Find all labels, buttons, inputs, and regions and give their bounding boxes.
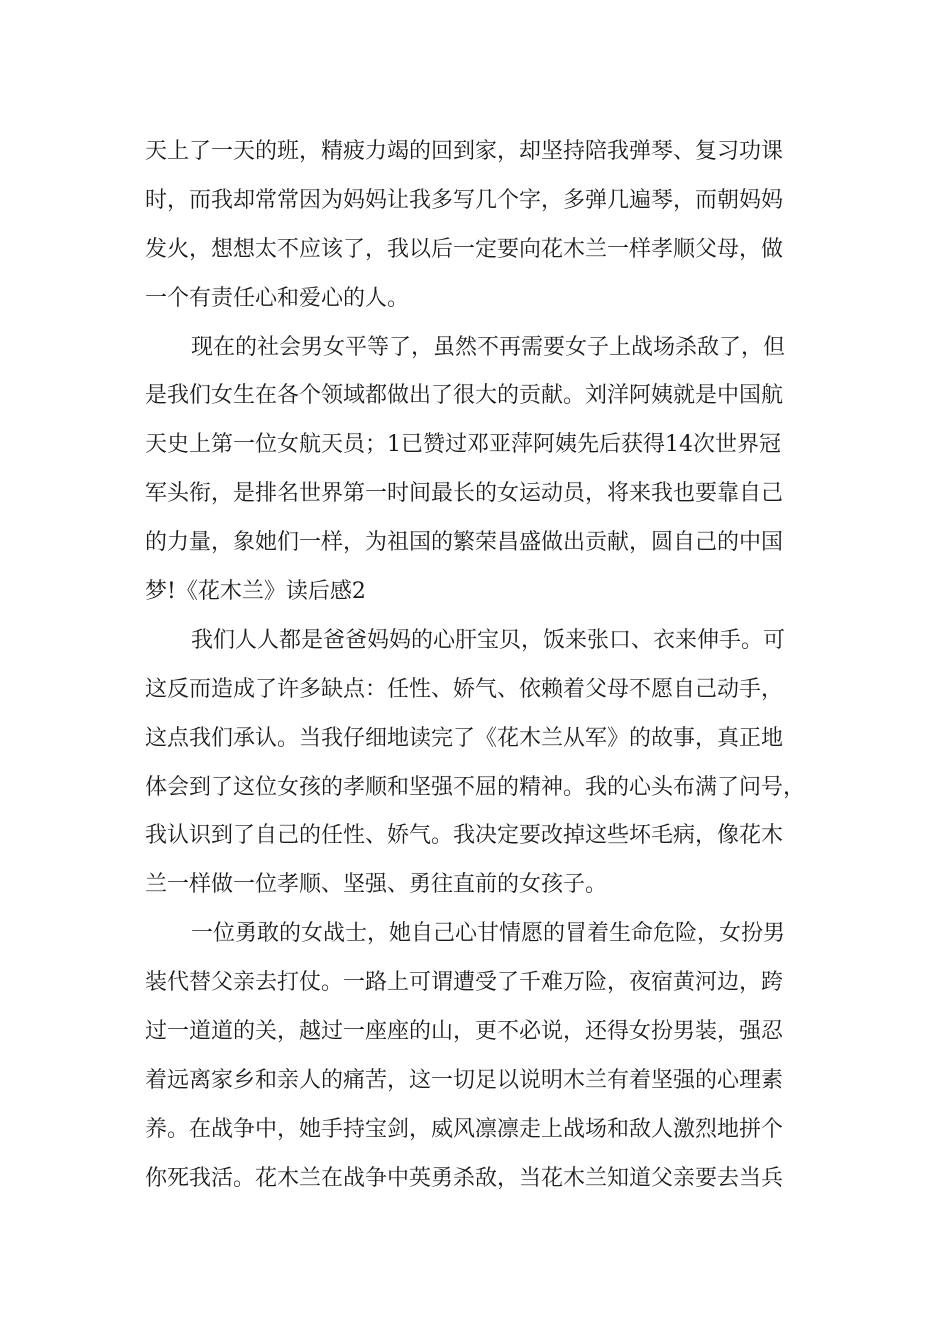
text-line: 养。在战争中，她手持宝剑，威风凛凛走上战场和敌人激烈地拼个: [145, 1116, 784, 1142]
text-line: 我认识到了自己的任性、娇气。我决定要改掉这些坏毛病，像花木: [145, 823, 784, 849]
text-line: 过一道道的关，越过一座座的山，更不必说，还得女扮男装，强忍: [145, 1019, 784, 1045]
text-line: 这点我们承认。当我仔细地读完了《花木兰从军》的故事，真正地: [145, 725, 784, 751]
text-line: 现在的社会男女平等了，虽然不再需要女子上战场杀敌了，但: [191, 334, 786, 360]
text-line: 的力量，象她们一样，为祖国的繁荣昌盛做出贡献，圆自己的中国: [145, 530, 784, 556]
text-line: 这反而造成了许多缺点：任性、娇气、依赖着父母不愿自己动手，: [145, 676, 784, 702]
text-line: 一位勇敢的女战士，她自己心甘情愿的冒着生命危险，女扮男: [191, 921, 786, 947]
text-line: 军头衔，是排名世界第一时间最长的女运动员，将来我也要靠自己: [145, 481, 784, 507]
text-line: 梦!《花木兰》读后感2: [145, 579, 366, 605]
text-line: 你死我活。花木兰在战争中英勇杀敌，当花木兰知道父亲要去当兵: [145, 1165, 784, 1191]
text-line: 时，而我却常常因为妈妈让我多写几个字，多弹几遍琴，而朝妈妈: [145, 187, 784, 213]
text-line: 着远离家乡和亲人的痛苦，这一切足以说明木兰有着坚强的心理素: [145, 1067, 784, 1093]
text-line: 体会到了这位女孩的孝顺和坚强不屈的精神。我的心头布满了问号，: [145, 774, 806, 800]
text-line: 天史上第一位女航天员；1已赞过邓亚萍阿姨先后获得14次世界冠: [145, 432, 781, 458]
text-line: 一个有责任心和爱心的人。: [145, 285, 410, 311]
text-line: 天上了一天的班，精疲力竭的回到家，却坚持陪我弹琴、复习功课: [145, 139, 784, 164]
text-line: 我们人人都是爸爸妈妈的心肝宝贝，饭来张口、衣来伸手。可: [191, 627, 786, 653]
text-line: 兰一样做一位孝顺、坚强、勇往直前的女孩子。: [145, 872, 608, 898]
document-body: [145, 128, 835, 1204]
text-line: 装代替父亲去打仗。一路上可谓遭受了千难万险，夜宿黄河边，跨: [145, 970, 784, 996]
text-line: 发火，想想太不应该了，我以后一定要向花木兰一样孝顺父母，做: [145, 236, 784, 262]
text-line: 是我们女生在各个领域都做出了很大的贡献。刘洋阿姨就是中国航: [145, 383, 784, 409]
